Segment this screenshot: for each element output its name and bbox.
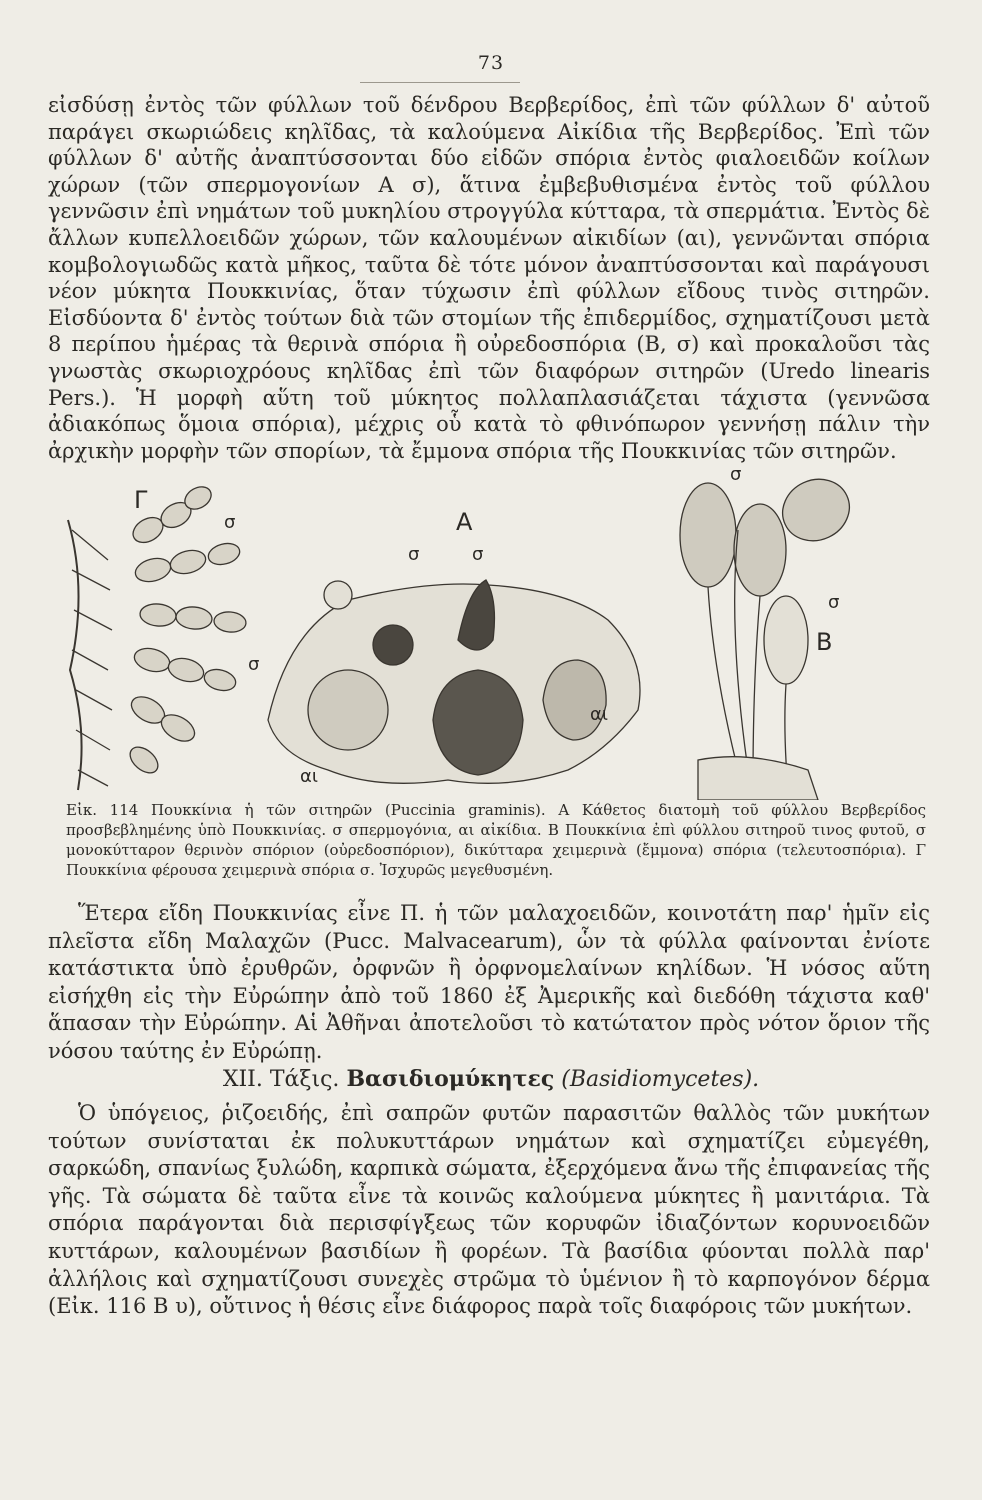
- label-sigma-beta-top: σ: [730, 470, 742, 485]
- paragraph-1-text: εἰσδύσῃ ἐντὸς τῶν φύλλων τοῦ δένδρου Βερβερίδος, ἐπὶ τῶν φύλλων δ' αὐτοῦ παράγει σκωριώδεις κηλῖδας, τὰ καλούμενα Αἰκίδια τῆς Βερβερίδος. Ἐπὶ τῶν φύλλων δ' αὐτῆς ἀναπτύσσονται δύο εἰδῶν σπόρια ἐντὸς φιαλοειδῶν κοίλων χώρων (τῶν σπερμογονίων Α σ), ἅτινα ἐμβεβυθισμένα ἐντὸς τοῦ φύλλου γεννῶσιν ἐπὶ νημάτων τοῦ μυκηλίου στρογγύλα κύτταρα, τὰ σπερμάτια. Ἐντὸς δὲ ἄλλων κυπελλοειδῶν χώρων, τῶν καλουμένων αἰκιδίων (αι), γεννῶνται σπόρια κομβολογιωδῶς κατὰ μῆκος, ταῦτα δὲ τότε μόνον ἀναπτύσσονται καὶ παράγουσι νέον μύκητα Πουκκινίας, ὅταν τύχωσιν ἐπὶ φύλλων εἴδους τινὸς σιτηρῶν. Εἰσδύοντα δ' ἐντὸς τούτων διὰ τῶν στομίων τῆς ἐπιδερμίδος, σχηματίζουσι μετὰ 8 περίπου ἡμέρας τὰ θερινὰ σπόρια ἢ οὐρεδοσπόρια (Β, σ) καὶ προκαλοῦσι τὰς γνωστὰς σκωριοχρόους κηλῖδας ἐπὶ τῶν διαφόρων σιτηρῶν (Uredo linearis Pers.). Ἡ μορφὴ αὕτη τοῦ μύκητος πολλαπλασιάζεται τάχιστα (γεννῶσα ἀδιακόπως ὅμοια σπόρια), μέχρις οὗ κατὰ τὸ φθινόπωρον γεννήσῃ πάλιν τὴν ἀρχικὴν μορφὴν τῶν σπορίων, τὰ ἔμμονα σπόρια τῆς Πουκκινίας τῶν σιτηρῶν.: [48, 93, 930, 463]
- label-gamma: Γ: [134, 486, 148, 514]
- figure-panel-gamma: [68, 482, 247, 790]
- label-sigma-alpha-2: σ: [472, 544, 484, 565]
- label-beta: Β: [816, 628, 833, 656]
- label-sigma-alpha-1: σ: [408, 544, 420, 565]
- label-sigma-gamma-2: σ: [248, 654, 260, 675]
- paragraph-3: [48, 1100, 930, 1321]
- puccinia-illustration: [48, 470, 930, 800]
- figure-panel-beta: [680, 470, 859, 800]
- paragraph-2-text: Ἕτερα εἴδη Πουκκινίας εἶνε Π. ἡ τῶν μαλαχοειδῶν, κοινοτάτη παρ' ἡμῖν εἰς πλεῖστα εἴδη Μαλαχῶν (Pucc. Malvacearum), ὧν τὰ φύλλα φαίνονται ἐνίοτε κατάστικτα ὑπὸ ἐρυθρῶν, ὀρφνῶν ἢ ὀρφνομελαίνων κηλίδων. Ἡ νόσος αὕτη εἰσήχθη εἰς τὴν Εὐρώπην ἀπὸ τοῦ 1860 ἐξ Ἀμερικῆς καὶ διεδόθη τάχιστα καθ' ἅπασαν τὴν Εὐρώπην. Αἱ Ἀθῆναι ἀποτελοῦσι τὸ κατώτατον πρὸς νότον ὅριον τῆς νόσου ταύτης ἐν Εὐρώπῃ.: [48, 901, 930, 1063]
- paragraph-1: [48, 92, 930, 464]
- figure-panel-alpha: [268, 580, 640, 783]
- label-sigma-gamma-1: σ: [224, 512, 236, 533]
- section-number: XII. Τάξις.: [222, 1067, 340, 1092]
- figure-caption-text: Εἰκ. 114 Πουκκίνια ἡ τῶν σιτηρῶν (Puccinia graminis). Α Κάθετος διατομὴ τοῦ φύλλου Βερβερίδος προσβεβλημένης ὑπὸ Πουκκινίας. σ σπερμογόνια, αι αἰκίδια. Β Πουκκίνια ἐπὶ φύλλου σιτηροῦ τινος φυτοῦ, σ μονοκύτταρον θερινὸν σπόριον (οὐρεδοσπόριον), δικύτταρα χειμερινὰ (ἔμμονα) σπόρια (τελευτοσπόρια). Γ Πουκκίνια φέρουσα χειμερινὰ σπόρια σ. Ἰσχυρῶς μεγεθυσμένη.: [66, 801, 926, 879]
- page-number: 73: [477, 52, 505, 74]
- label-alpha: Α: [456, 508, 473, 536]
- section-latin-title: (Basidiomycetes).: [561, 1067, 760, 1092]
- label-ai-left: αι: [300, 766, 318, 787]
- figure-caption: [66, 800, 926, 880]
- paragraph-3-text: Ὁ ὑπόγειος, ῥιζοειδής, ἐπὶ σαπρῶν φυτῶν παρασιτῶν θαλλὸς τῶν μυκήτων τούτων συνίσταται ἐκ πολυκυττάρων νημάτων καὶ σχηματίζει εὐμεγέθη, σαρκώδη, σπανίως ξυλώδη, καρπικὰ σώματα, ἐξερχόμενα ἄνω τῆς ἐπιφανείας τῆς γῆς. Τὰ σώματα δὲ ταῦτα εἶνε τὰ κοινῶς καλούμενα μύκητες ἢ μανιτάρια. Τὰ σπόρια παράγονται διὰ περισφίγξεως τῶν κορυφῶν ἰδιαζόντων κορυνοειδῶν κυττάρων, καλουμένων βασιδίων ἢ φορέων. Τὰ βασίδια φύονται πολλὰ παρ' ἀλλήλοις καὶ σχηματίζουσι συνεχὲς στρῶμα τὸ ὑμένιον ἢ τὸ καρπογόνον δέρμα (Εἰκ. 116 Β υ), οὔτινος ἡ θέσις εἶνε διάφορος παρὰ τοῖς διαφόροις τῶν μυκήτων.: [48, 1101, 930, 1319]
- paragraph-2: [48, 900, 930, 1065]
- section-title: Βασιδιομύκητες: [346, 1066, 555, 1092]
- label-ai-right: αι: [590, 704, 608, 725]
- page-number-rule: [360, 82, 520, 83]
- label-sigma-beta: σ: [828, 592, 840, 613]
- section-heading: [0, 1066, 982, 1092]
